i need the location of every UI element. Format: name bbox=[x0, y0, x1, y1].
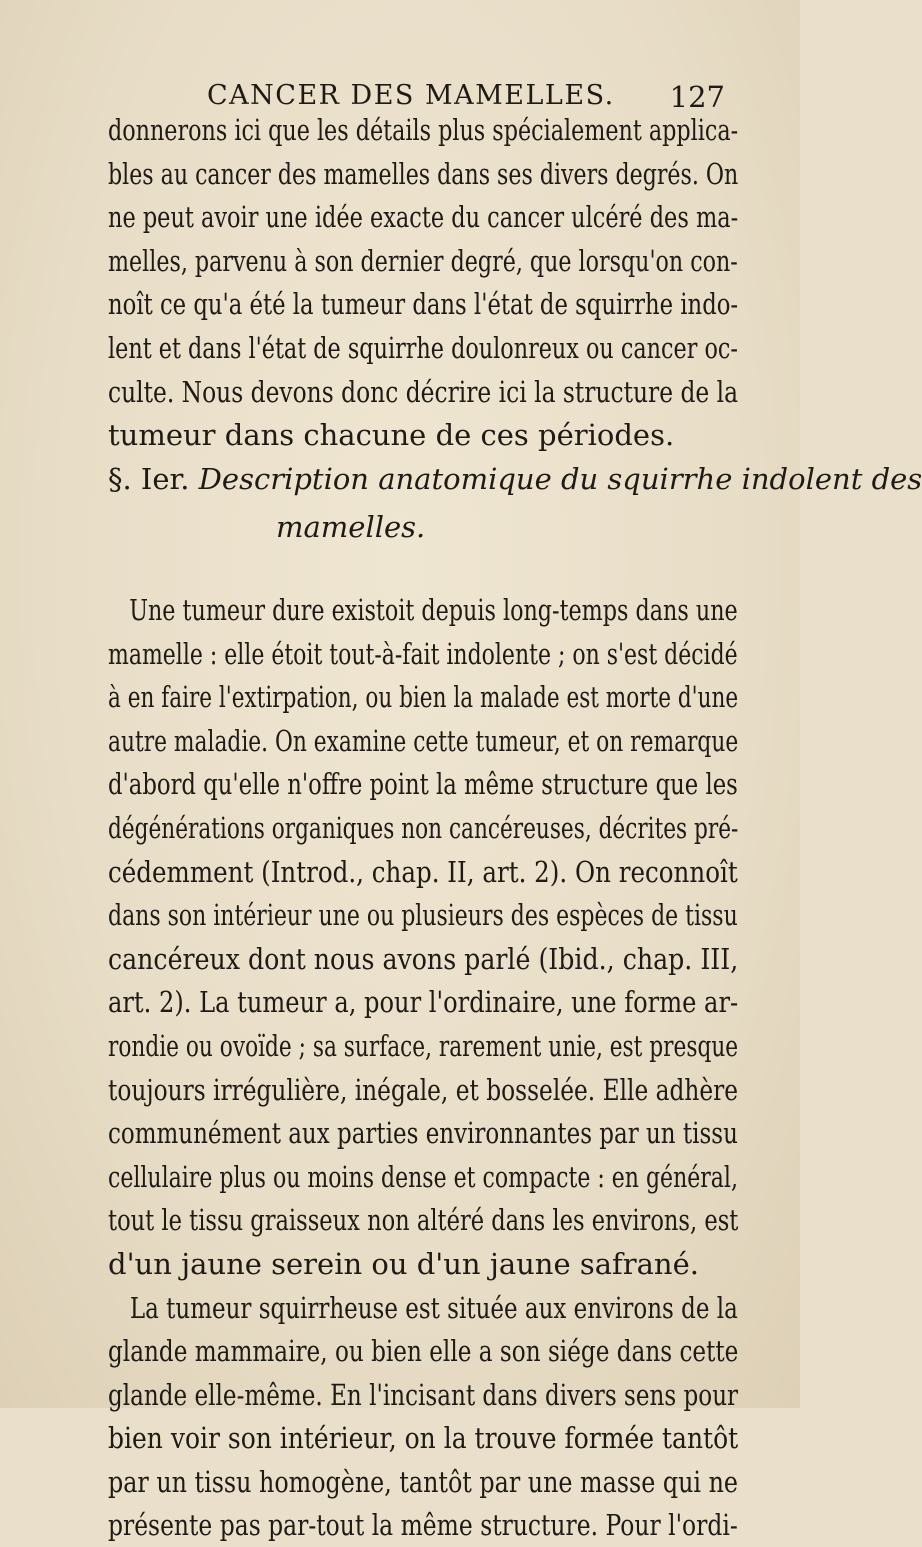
section-title-2: mamelles. bbox=[276, 510, 426, 544]
text-line: cédemment (Introd., chap. II, art. 2). On reconnoît bbox=[108, 854, 738, 889]
paragraph-intro bbox=[108, 108, 738, 457]
text-line: à en faire l'extirpation, ou bien la malade est morte d'une bbox=[108, 680, 739, 715]
running-head: CANCER DES MAMELLES. bbox=[207, 80, 615, 111]
text-line: culte. Nous devons donc décrire ici la structure de la bbox=[108, 374, 739, 409]
section-mark: §. Ier. bbox=[108, 462, 190, 496]
text-line: d'un jaune serein ou d'un jaune safrané. bbox=[108, 1246, 699, 1281]
text-line: glande mammaire, ou bien elle a son siége dans cette bbox=[108, 1334, 739, 1369]
text-line: autre maladie. On examine cette tumeur, et on remarque bbox=[108, 723, 739, 758]
text-line: noît ce qu'a été la tumeur dans l'état de squirrhe indo- bbox=[108, 287, 739, 322]
text-line: toujours irrégulière, inégale, et bosselée. Elle adhère bbox=[108, 1072, 739, 1107]
text-line: La tumeur squirrheuse est située aux environs de la bbox=[108, 1290, 738, 1325]
text-line: par un tissu homogène, tantôt par une masse qui ne bbox=[108, 1464, 738, 1499]
text-line: communément aux parties environnantes par un tissu bbox=[108, 1116, 738, 1151]
text-line: lent et dans l'état de squirrhe doulonreux ou cancer oc- bbox=[108, 330, 738, 365]
text-line: art. 2). La tumeur a, pour l'ordinaire, une forme ar- bbox=[108, 985, 739, 1020]
text-line: présente pas par-tout la même structure. Pour l'ordi- bbox=[108, 1508, 738, 1543]
text-line: glande elle-même. En l'incisant dans divers sens pour bbox=[108, 1377, 739, 1412]
section-heading-line-1 bbox=[108, 462, 922, 496]
text-line: dégénérations organiques non cancéreuses, décrites pré- bbox=[108, 810, 739, 845]
section-title-1: Description anatomique du squirrhe indolent des bbox=[198, 462, 922, 496]
text-line: rondie ou ovoïde ; sa surface, rarement unie, est presque bbox=[108, 1028, 739, 1063]
text-line: tumeur dans chacune de ces périodes. bbox=[108, 418, 675, 453]
text-line: dans son intérieur une ou plusieurs des espèces de tissu bbox=[108, 898, 738, 933]
text-line: bien voir son intérieur, on la trouve formée tantôt bbox=[108, 1421, 739, 1456]
text-line: Une tumeur dure existoit depuis long-temps dans une bbox=[108, 593, 738, 627]
text-line: tout le tissu graisseux non altéré dans les environs, est bbox=[108, 1203, 739, 1238]
text-line: mamelle : elle étoit tout-à-fait indolente ; on s'est décidé bbox=[108, 636, 738, 671]
page-number: 127 bbox=[669, 80, 725, 114]
paragraph-description bbox=[108, 588, 738, 1547]
text-line: ne peut avoir une idée exacte du cancer ulcéré des ma- bbox=[108, 200, 739, 235]
text-line: d'abord qu'elle n'offre point la même structure que les bbox=[108, 767, 738, 802]
text-line: bles au cancer des mamelles dans ses divers degrés. On bbox=[108, 156, 739, 191]
text-line: cancéreux dont nous avons parlé (Ibid., chap. III, bbox=[108, 941, 739, 976]
text-line: melles, parvenu à son dernier degré, que lorsqu'on con- bbox=[108, 243, 738, 278]
text-line: cellulaire plus ou moins dense et compacte : en général, bbox=[108, 1159, 738, 1194]
text-line: donnerons ici que les détails plus spécialement applica- bbox=[108, 113, 739, 147]
